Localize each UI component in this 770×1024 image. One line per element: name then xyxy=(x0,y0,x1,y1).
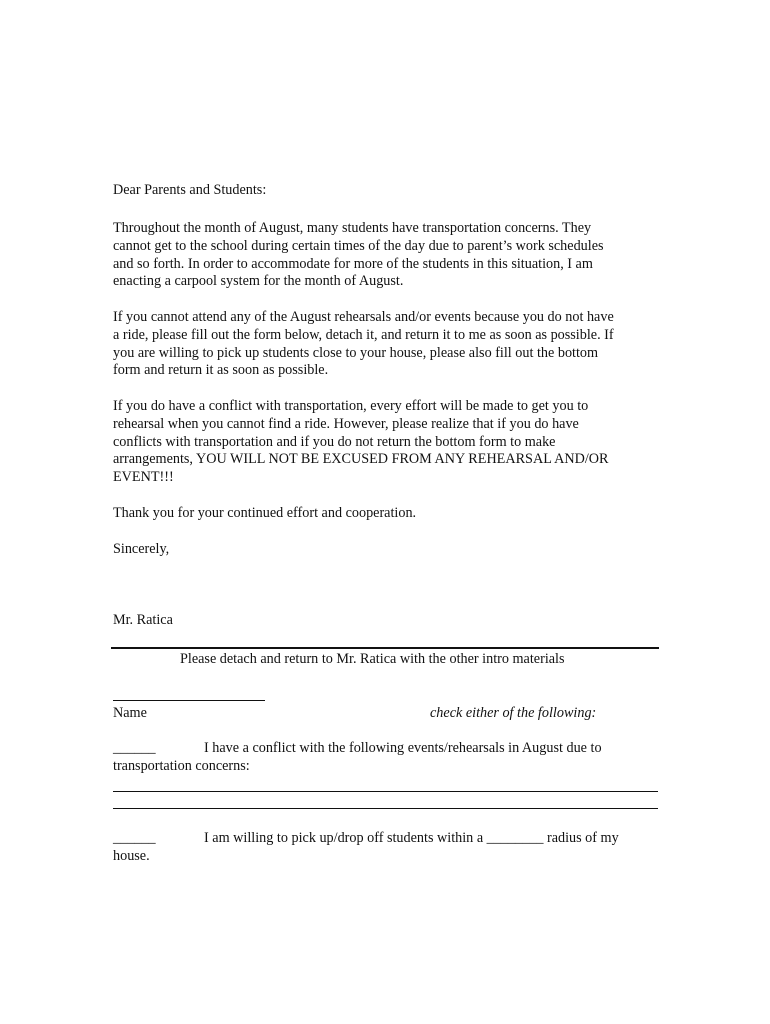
name-label: Name xyxy=(113,705,147,721)
paragraph-line: enacting a carpool system for the month of August. xyxy=(113,273,404,290)
conflict-option-continuation: transportation concerns: xyxy=(113,758,250,774)
check-instruction: check either of the following: xyxy=(430,705,597,721)
paragraph-transportation-concerns xyxy=(113,220,658,291)
paragraph-line: Throughout the month of August, many students have transportation concerns. They xyxy=(113,220,592,236)
signer-name: Mr. Ratica xyxy=(113,612,173,628)
salutation: Dear Parents and Students: xyxy=(113,182,267,198)
paragraph-line: If you do have a conflict with transportation, every effort will be made to get you to xyxy=(113,398,589,414)
paragraph-line: rehearsal when you cannot find a ride. However, please realize that if you do have xyxy=(113,415,579,432)
paragraph-line: form and return it as soon as possible. xyxy=(113,362,329,379)
paragraph-conflict-warning xyxy=(113,398,658,487)
paragraph-form-instructions xyxy=(113,309,658,380)
closing: Sincerely, xyxy=(113,541,170,557)
detach-note: Please detach and return to Mr. Ratica with the other intro materials xyxy=(180,651,565,667)
paragraph-line: you are willing to pick up students close to your house, please also fill out the bottom xyxy=(113,344,599,361)
thanks-line: Thank you for your continued effort and cooperation. xyxy=(113,505,417,521)
paragraph-line: arrangements, YOU WILL NOT BE EXCUSED FROM ANY REHEARSAL AND/OR xyxy=(113,451,609,468)
paragraph-line: cannot get to the school during certain times of the day due to parent’s work schedules xyxy=(113,237,604,254)
paragraph-line: a ride, please fill out the form below, detach it, and return it to me as soon as possible. If xyxy=(113,326,614,343)
paragraph-line: EVENT!!! xyxy=(113,469,174,486)
paragraph-line: If you cannot attend any of the August rehearsals and/or events because you do not have xyxy=(113,309,614,325)
conflict-answer-line[interactable] xyxy=(113,791,658,792)
carpool-checkbox-blank[interactable]: ______ xyxy=(113,830,156,846)
paragraph-line: and so forth. In order to accommodate for more of the students in this situation, I am xyxy=(113,255,593,272)
paragraph-line: conflicts with transportation and if you do not return the bottom form to make xyxy=(113,433,556,450)
carpool-option-text: I am willing to pick up/drop off students within a ________ radius of my xyxy=(204,830,619,846)
conflict-answer-line[interactable] xyxy=(113,808,658,809)
name-field-line[interactable] xyxy=(113,700,265,701)
conflict-checkbox-blank[interactable]: ______ xyxy=(113,740,156,756)
carpool-option-continuation: house. xyxy=(113,848,150,864)
detach-divider xyxy=(111,647,659,649)
conflict-option-text: I have a conflict with the following events/rehearsals in August due to xyxy=(204,740,602,756)
